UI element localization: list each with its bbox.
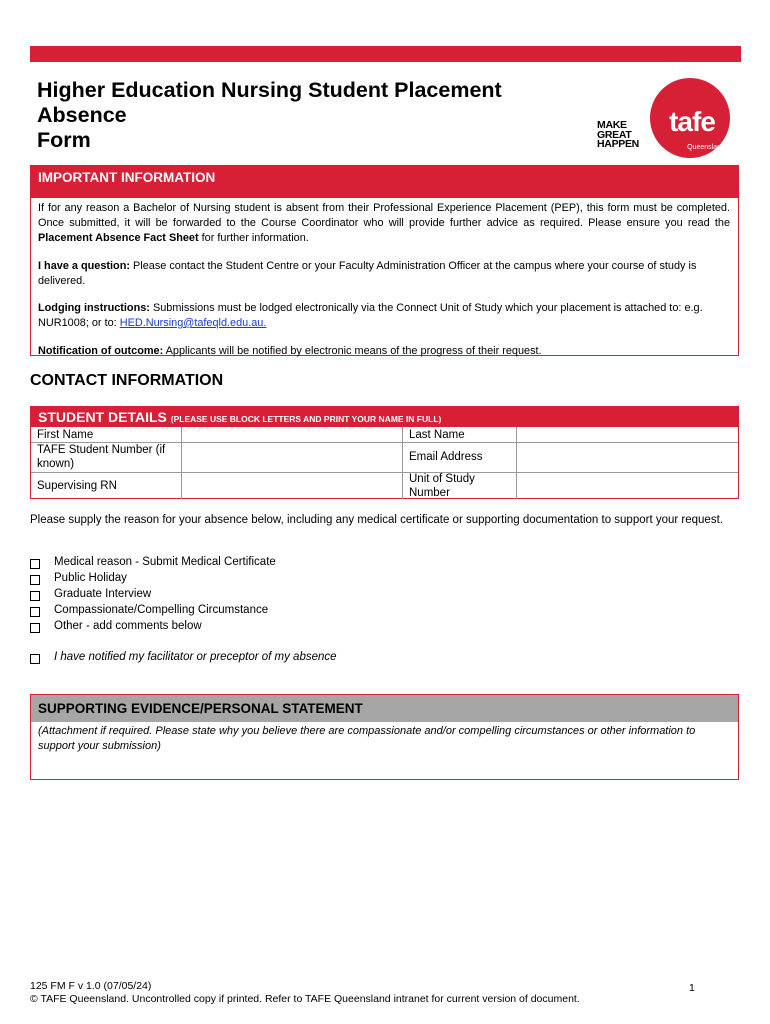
title-line-1: Higher Education Nursing Student Placement [37, 78, 502, 102]
info-paragraph-2 [38, 259, 730, 289]
info-p1-end: for further information. [198, 232, 309, 244]
header-red-bar [30, 46, 741, 62]
first-name-field[interactable] [182, 427, 402, 442]
last-name-label: Last Name [409, 429, 465, 441]
checkbox[interactable] [30, 559, 40, 569]
copyright-notice: © TAFE Queensland. Uncontrolled copy if printed. Refer to TAFE Queensland intranet for current version of document. [30, 993, 580, 1005]
page-number: 1 [689, 982, 695, 994]
reason-option-label: Compassionate/Compelling Circumstance [54, 604, 269, 616]
slogan [597, 121, 639, 150]
form-code: 125 FM F v 1.0 (07/05/24) [30, 980, 152, 992]
slogan-line-2: GREAT [597, 128, 632, 141]
page-title [37, 78, 577, 153]
reason-option-label: Medical reason - Submit Medical Certificate [54, 556, 276, 568]
reason-option-label: Graduate Interview [54, 588, 152, 600]
email-link[interactable]: HED.Nursing@tafeqld.edu.au. [119, 317, 267, 329]
student-details-title: STUDENT DETAILS [38, 409, 167, 425]
unit-of-study-field[interactable] [517, 473, 738, 499]
fact-sheet-ref: Placement Absence Fact Sheet [38, 232, 199, 244]
notified-facilitator-label: I have notified my facilitator or preceptor of my absence [54, 651, 337, 663]
supporting-evidence-section[interactable] [30, 694, 739, 780]
question-text: Please contact the Student Centre or your Faculty Administration Officer at the campus where your course of study is delivered. [38, 259, 697, 287]
supervising-rn-label: Supervising RN [37, 480, 117, 492]
student-number-label: TAFE Student Number (if known) [37, 444, 166, 470]
checkbox[interactable] [30, 623, 40, 633]
unit-of-study-label: Unit of Study Number [409, 473, 475, 499]
checkbox[interactable] [30, 654, 40, 664]
last-name-field[interactable] [517, 427, 738, 442]
slogan-line-3: HAPPEN [597, 138, 639, 150]
student-details-heading [31, 407, 738, 427]
title-line-3: Form [37, 128, 91, 152]
student-details-note: (PLEASE USE BLOCK LETTERS AND PRINT YOUR NAME IN FULL) [170, 414, 442, 424]
important-information-section [30, 165, 739, 356]
notification-text: Applicants will be notified by electronic means of the progress of their request. [163, 344, 542, 357]
checkbox[interactable] [30, 591, 40, 601]
checkbox[interactable] [30, 575, 40, 585]
student-details-table [30, 406, 739, 499]
lodging-label: Lodging instructions: [38, 302, 150, 314]
important-information-body [31, 198, 738, 359]
supporting-evidence-heading: SUPPORTING EVIDENCE/PERSONAL STATEMENT [31, 695, 738, 722]
email-field[interactable] [517, 443, 738, 472]
slogan-line-1: MAKE [597, 119, 627, 131]
info-paragraph-3 [38, 301, 730, 331]
title-line-2: Absence [37, 103, 127, 127]
email-label: Email Address [409, 451, 483, 463]
supporting-evidence-instructions: (Attachment if required. Please state why you believe there are compassionate and/or compelling circumstances or other information to support your submission) [38, 725, 696, 752]
info-paragraph-1 [38, 201, 730, 246]
tafe-logo [648, 78, 732, 158]
reason-option-label: Public Holiday [54, 572, 127, 584]
info-paragraph-4 [38, 344, 730, 359]
reason-option-label: Other - add comments below [54, 620, 202, 632]
first-name-label: First Name [37, 429, 94, 441]
important-information-heading: IMPORTANT INFORMATION [31, 166, 738, 198]
divider [402, 427, 403, 499]
lodging-text: Submissions must be lodged electronically via the Connect Unit of Study which your placement is attached to: e.g. NUR1008; or to: [38, 302, 703, 329]
student-number-field[interactable] [182, 443, 402, 472]
tafe-logo-sub: Queensland [687, 144, 725, 151]
reason-intro: Please supply the reason for your absence below, including any medical certificate or supporting documentation to support your request. [30, 514, 723, 526]
contact-information-heading: CONTACT INFORMATION [30, 372, 224, 389]
checkbox[interactable] [30, 607, 40, 617]
notification-label: Notification of outcome: [38, 344, 164, 357]
supervising-rn-field[interactable] [182, 473, 402, 499]
info-p1-text: If for any reason a Bachelor of Nursing student is absent from their Professional Experience Placement (PEP), this form must be completed. Once submitted, it will be forwarded to the Course Coordinator who will provide further advice as required. Please ensure you read the [38, 202, 730, 229]
question-label: I have a question: [38, 259, 130, 272]
tafe-logo-word: tafe [669, 106, 715, 137]
